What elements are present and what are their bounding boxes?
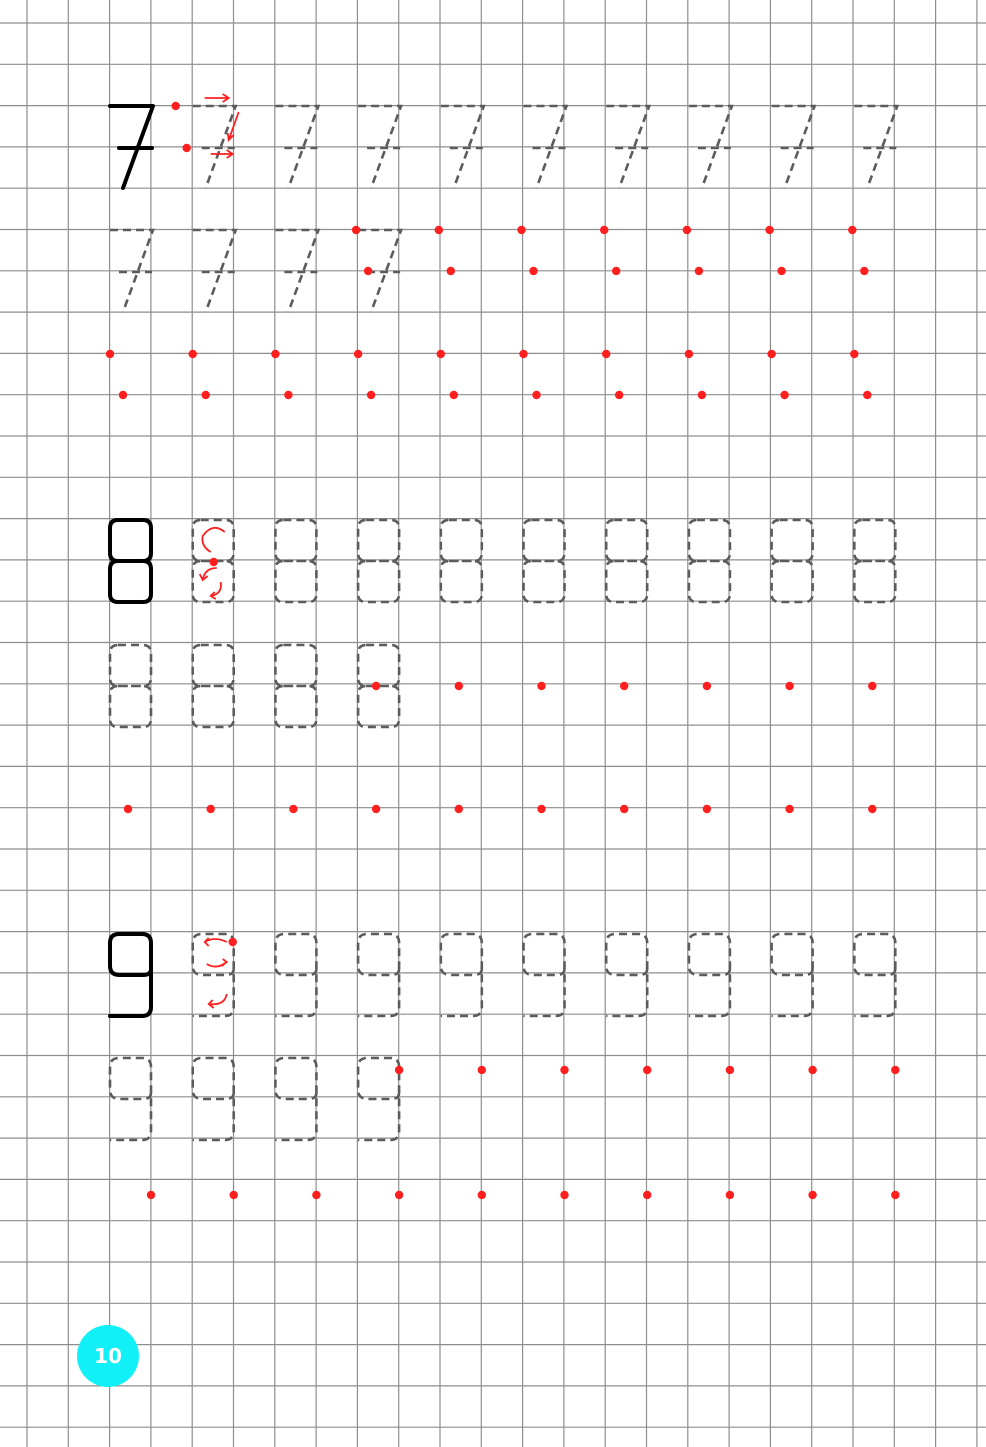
start-dot <box>765 226 773 234</box>
trace-digit-7 <box>110 230 153 312</box>
start-dot <box>602 350 610 358</box>
start-dot <box>395 1066 403 1074</box>
start-dot <box>119 391 127 399</box>
start-dot <box>560 1066 568 1074</box>
start-dot <box>685 350 693 358</box>
start-dot <box>683 226 691 234</box>
start-dot <box>726 1191 734 1199</box>
start-dot <box>777 267 785 275</box>
trace-digit-9 <box>854 934 895 1016</box>
trace-digit-9 <box>689 934 730 1016</box>
start-dot <box>207 805 215 813</box>
trace-digit-8 <box>606 520 647 602</box>
trace-digit-9 <box>275 934 316 1016</box>
start-dot <box>455 805 463 813</box>
trace-digit-9 <box>358 934 399 1016</box>
start-dot <box>780 391 788 399</box>
start-dot <box>868 682 876 690</box>
start-dot <box>868 805 876 813</box>
start-dot <box>620 805 628 813</box>
start-dot <box>229 938 237 946</box>
stroke-direction-arrow <box>202 528 224 552</box>
trace-digit-8 <box>110 645 151 727</box>
start-dot <box>372 805 380 813</box>
start-dot <box>450 391 458 399</box>
start-dot <box>519 350 527 358</box>
start-dot <box>808 1191 816 1199</box>
start-dot <box>312 1191 320 1199</box>
trace-digit-9 <box>275 1058 316 1140</box>
start-dot <box>202 391 210 399</box>
section-digit-8 <box>110 520 895 813</box>
start-dot <box>863 391 871 399</box>
start-dot <box>352 226 360 234</box>
start-dot <box>808 1066 816 1074</box>
trace-digit-9 <box>441 934 482 1016</box>
start-dot <box>364 267 372 275</box>
trace-digit-8 <box>275 520 316 602</box>
model-digit-8 <box>110 520 151 602</box>
start-dot <box>210 558 218 566</box>
start-dot <box>695 267 703 275</box>
start-dot <box>106 350 114 358</box>
start-dot <box>532 391 540 399</box>
start-dot <box>435 226 443 234</box>
trace-digit-7 <box>275 230 318 312</box>
trace-digit-8 <box>689 520 730 602</box>
trace-digit-8 <box>275 645 316 727</box>
start-dot <box>367 391 375 399</box>
trace-digit-8 <box>524 520 565 602</box>
start-dot <box>230 1191 238 1199</box>
start-dot <box>643 1191 651 1199</box>
start-dot <box>478 1066 486 1074</box>
trace-digit-8 <box>193 645 234 727</box>
start-dot <box>124 805 132 813</box>
trace-digit-7 <box>275 106 318 188</box>
stroke-direction-arrow <box>211 582 221 599</box>
start-dot <box>560 1191 568 1199</box>
start-dot <box>891 1066 899 1074</box>
page-number-badge <box>77 1325 139 1387</box>
start-dot <box>703 805 711 813</box>
start-dot <box>703 682 711 690</box>
start-dot <box>537 682 545 690</box>
start-dot <box>172 102 180 110</box>
page-number: 10 <box>94 1344 122 1368</box>
start-dot <box>612 267 620 275</box>
start-dot <box>517 226 525 234</box>
trace-digit-9 <box>772 934 813 1016</box>
start-dot <box>447 267 455 275</box>
start-dot <box>785 805 793 813</box>
stroke-direction-arrow <box>207 959 227 967</box>
trace-digit-9 <box>193 1058 234 1140</box>
start-dot <box>284 391 292 399</box>
trace-digit-8 <box>441 520 482 602</box>
trace-digit-9 <box>358 1058 399 1140</box>
trace-digit-8 <box>772 520 813 602</box>
start-dot <box>860 267 868 275</box>
start-dot <box>891 1191 899 1199</box>
start-dot <box>395 1191 403 1199</box>
trace-digit-9 <box>524 934 565 1016</box>
start-dot <box>785 682 793 690</box>
trace-digit-7 <box>193 106 236 188</box>
start-dot <box>271 350 279 358</box>
stroke-direction-arrow <box>205 938 227 946</box>
start-dot <box>529 267 537 275</box>
start-dot <box>289 805 297 813</box>
model-digit-7 <box>110 106 153 188</box>
trace-digit-7 <box>358 106 401 188</box>
trace-digit-7 <box>772 106 815 188</box>
start-dot <box>767 350 775 358</box>
start-dot <box>698 391 706 399</box>
start-dot <box>850 350 858 358</box>
trace-digit-8 <box>358 520 399 602</box>
trace-digit-7 <box>193 230 236 312</box>
stroke-direction-arrow <box>205 94 229 102</box>
start-dot <box>848 226 856 234</box>
start-dot <box>437 350 445 358</box>
trace-digit-7 <box>606 106 649 188</box>
start-dot <box>615 391 623 399</box>
section-digit-7 <box>106 94 898 399</box>
stroke-direction-arrow <box>209 994 227 1008</box>
start-dot <box>726 1066 734 1074</box>
trace-digit-7 <box>854 106 897 188</box>
trace-digit-8 <box>854 520 895 602</box>
start-dot <box>147 1191 155 1199</box>
start-dot <box>183 144 191 152</box>
start-dot <box>372 682 380 690</box>
section-digit-9 <box>110 934 900 1199</box>
trace-digit-9 <box>110 1058 151 1140</box>
start-dot <box>600 226 608 234</box>
start-dot <box>455 682 463 690</box>
model-digit-9 <box>110 934 151 1016</box>
start-dot <box>478 1191 486 1199</box>
stroke-direction-arrow <box>211 150 233 158</box>
trace-digit-7 <box>441 106 484 188</box>
start-dot <box>643 1066 651 1074</box>
trace-digit-7 <box>689 106 732 188</box>
trace-digit-7 <box>524 106 567 188</box>
stroke-direction-arrow <box>200 568 217 580</box>
start-dot <box>620 682 628 690</box>
start-dot <box>537 805 545 813</box>
start-dot <box>354 350 362 358</box>
start-dot <box>189 350 197 358</box>
trace-digit-9 <box>606 934 647 1016</box>
